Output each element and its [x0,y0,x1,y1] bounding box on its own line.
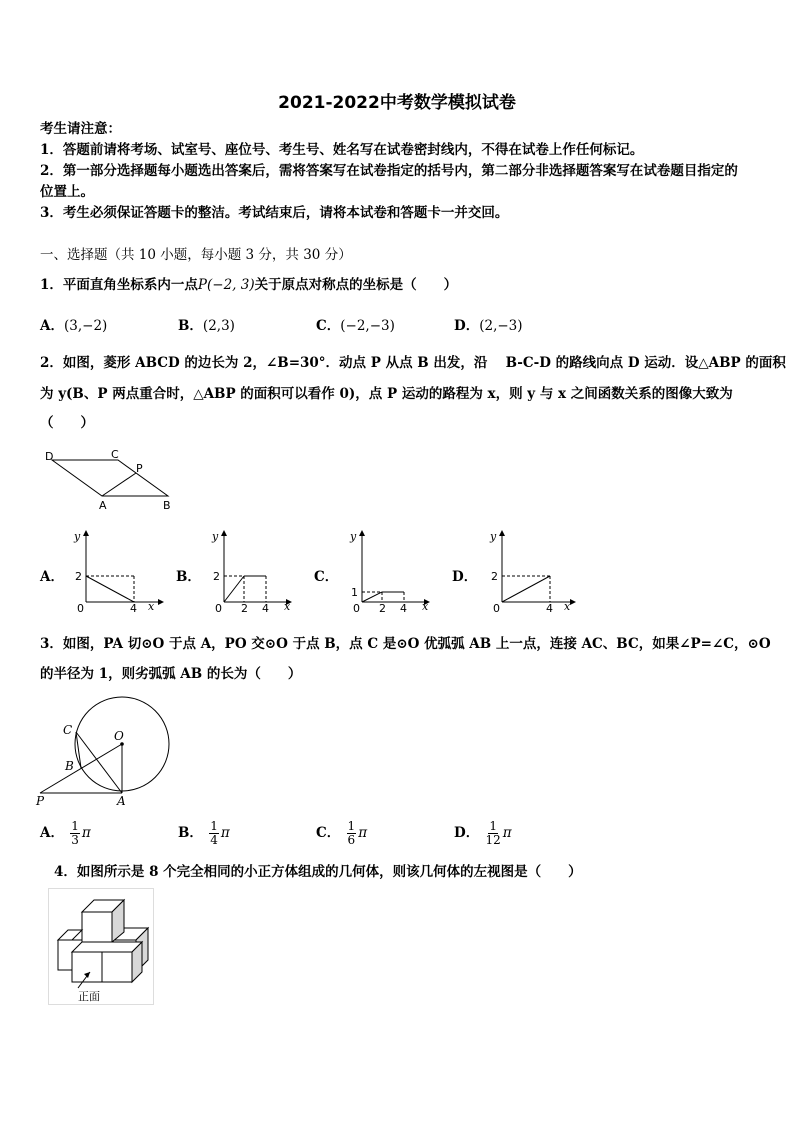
q4-cubes-figure [48,888,158,1006]
q1-option-a-value: (3,−2) [63,318,108,334]
notice-item: 3．考生必须保证答题卡的整洁。考试结束后，请将本试卷和答题卡一并交回。 [40,205,509,221]
svg-text:C: C [63,723,73,737]
notice-item: 1．答题前请将考场、试室号、座位号、考生号、姓名写在试卷密封线内，不得在试卷上作任何标记。 [40,142,644,158]
q2-line3: （ ） [40,415,94,431]
q3-option-b[interactable]: B． $\frac{1}{4}$ π [178,819,230,847]
fraction: $\frac{1}{12}$ [485,819,501,847]
q3-option-c[interactable]: C． $\frac{1}{6}$ π [316,819,368,847]
q2-line2: 为 y(B、P 两点重合时，△ABP 的面积可以看作 0)，点 P 运动的路程为 x，则 y 与 x 之间函数关系的图像大致为 [40,386,733,402]
q1-stem [40,276,457,294]
q1-option-b[interactable]: B．(2,3) [178,318,235,334]
svg-text:0: 0 [353,602,360,615]
q2-option-a-graph [68,530,168,615]
svg-text:2: 2 [241,602,248,615]
notice-item: 位置上。 [40,184,94,200]
fraction: $\frac{1}{6}$ [347,819,356,847]
svg-text:x: x [148,600,155,613]
svg-text:0: 0 [77,602,84,615]
svg-text:y: y [74,530,81,543]
svg-text:x: x [422,600,429,613]
svg-text:2: 2 [75,570,82,583]
q2-option-b-label[interactable]: B． [176,569,201,585]
svg-text:x: x [284,600,291,613]
fraction: $\frac{1}{4}$ [210,819,218,847]
svg-text:0: 0 [493,602,500,615]
label-a: A [99,499,107,512]
label-b: B [163,499,171,512]
svg-text:4: 4 [546,602,553,615]
q1-stem-b: 关于原点对称点的坐标是（ ） [254,277,458,293]
label-d: D [45,450,54,463]
svg-text:O: O [114,729,124,743]
q3-option-d[interactable]: D． $\frac{1}{12}$ π [454,819,512,847]
q1-stem-a: 1．平面直角坐标系内一点 [40,277,198,293]
svg-text:4: 4 [262,602,269,615]
svg-text:A: A [117,794,126,806]
q3-option-a[interactable]: A． $\frac{1}{3}$ π [40,819,91,847]
label-c: C [111,448,119,461]
q2-option-c-graph [344,530,444,615]
svg-text:B: B [65,759,74,773]
q2-option-b-graph [206,530,306,615]
q1-option-d-value: (2,−3) [479,318,523,334]
q2-option-a-label[interactable]: A． [40,569,64,585]
svg-text:2: 2 [213,570,220,583]
svg-text:0: 0 [215,602,222,615]
svg-text:2: 2 [491,570,498,583]
q1-option-b-value: (2,3) [202,318,235,334]
svg-text:4: 4 [400,602,407,615]
notice-heading: 考生请注意： [40,121,121,137]
q2-option-c-label[interactable]: C． [314,569,339,585]
svg-text:4: 4 [130,602,137,615]
section-heading: 一、选择题（共 10 小题，每小题 3 分，共 30 分） [40,247,352,263]
q1-option-c-value: (−2,−3) [340,318,395,334]
svg-text:2: 2 [379,602,386,615]
q4-line1: 4．如图所示是 8 个完全相同的小正方体组成的几何体，则该几何体的左视图是（ ） [54,864,582,880]
page-title: 2021-2022中考数学模拟试卷 [278,93,516,113]
q1-option-d[interactable]: D．(2,−3) [454,318,523,334]
q3-circle-figure [34,694,174,806]
label-p: P [136,462,143,475]
q3-line1: 3．如图，PA 切⊙O 于点 A，PO 交⊙O 于点 B，点 C 是⊙O 优弧弧 AB 上一点，连接 AC、BC，如果∠P=∠C，⊙O [40,636,771,652]
q2-rhombus-figure [40,446,180,516]
svg-text:P: P [36,794,45,806]
svg-text:y: y [350,530,357,543]
q1-option-a[interactable]: A．(3,−2) [40,318,108,334]
svg-text:y: y [490,530,497,543]
q2-option-d-label[interactable]: D． [452,569,478,585]
notice-item: 2．第一部分选择题每小题选出答案后，需将答案写在试卷指定的括号内，第二部分非选择题答案写在试卷题目指定的 [40,163,738,179]
q2-line1: 2．如图，菱形 ABCD 的边长为 2，∠B=30°．动点 P 从点 B 出发，沿 B-C-D 的路线向点 D 运动．设△ABP 的面积 [40,355,786,371]
svg-text:y: y [212,530,219,543]
fraction: $\frac{1}{3}$ [71,819,79,847]
q1-option-c[interactable]: C．(−2,−3) [316,318,395,334]
q2-option-d-graph [484,530,584,615]
front-label: 正面 [78,990,100,1003]
q3-line2: 的半径为 1，则劣弧弧 AB 的长为（ ） [40,666,302,682]
svg-text:x: x [564,600,571,613]
q1-point: P(−2, 3) [197,277,255,293]
svg-text:1: 1 [351,586,358,599]
